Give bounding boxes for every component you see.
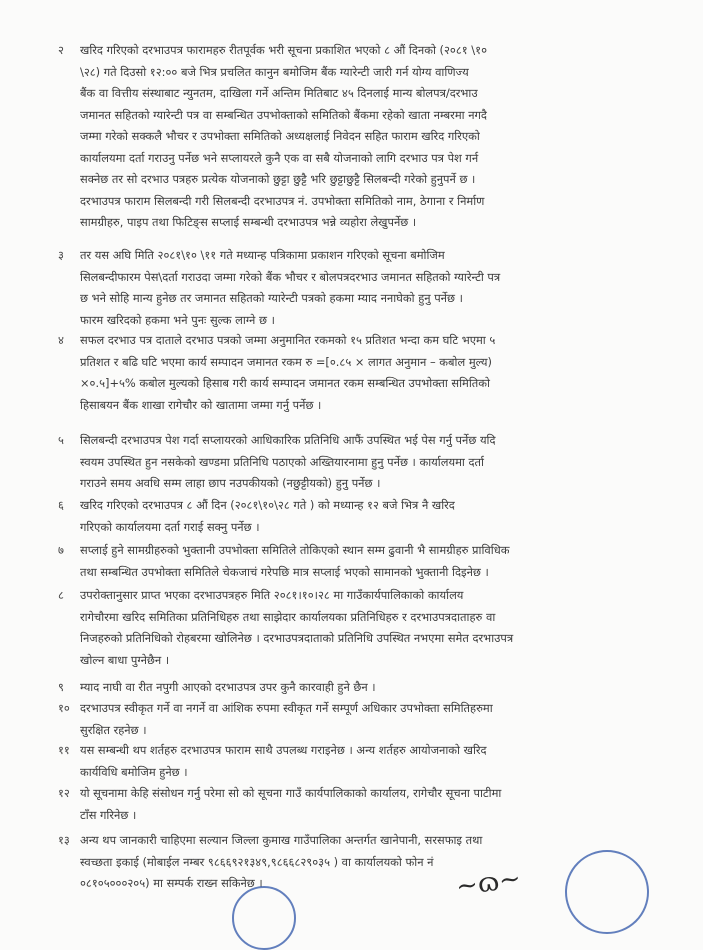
notice-clause	[58, 677, 670, 699]
notice-clause	[58, 740, 670, 783]
clause-line: दरभाउपत्र स्वीकृत गर्ने वा नगर्ने वा आंशिक रुपमा स्वीकृत गर्ने सम्पूर्ण अधिकार उपभोक्ता समितिहरुमा	[80, 701, 493, 715]
clause-line: सुरक्षित रहनेछ ।	[80, 722, 147, 737]
clause-line: सिलबन्दी दरभाउपत्र पेश गर्दा सप्लायरको आधिकारिक प्रतिनिधि आफैं उपस्थित भई पेस गर्नु पर्नेछ यदि	[80, 433, 496, 447]
clause-line: तथा सम्बन्धित उपभोक्ता समितिले चेकजाचं गरेपछि मात्र सप्लाई भएको सामानको भुक्तानी दिइनेछ ।	[80, 564, 489, 579]
office-stamp-left	[232, 886, 296, 950]
clause-line: यस सम्बन्धी थप शर्तहरु दरभाउपत्र फाराम साथै उपलब्ध गराइनेछ । अन्य शर्तहरु आयोजनाको खरिद	[80, 743, 487, 757]
clause-line: कार्यालयमा दर्ता गराउनु पर्नेछ भने सप्लायरले कुनै एक वा सबै योजनाको लागि दरभाउ पत्र पेश गर्न	[80, 150, 479, 165]
clause-line: स्वच्छता इकाई (मोबाईल नम्बर ९८६६९२१३४९,९८६६८२९०३५ ) वा कार्यालयको फोन नं	[80, 854, 434, 869]
notice-clause	[58, 245, 670, 331]
notice-clause	[58, 540, 670, 583]
clause-line: खरिद गरिएको दरभाउपत्र फारामहरु रीतपूर्वक भरी सूचना प्रकाशित भएको ८ औं दिनको (२०८१ \१०	[80, 43, 487, 57]
clause-line: जम्मा गरेको सक्कलै भौचर र उपभोक्ता समितिको अध्यक्षलाई निवेदन सहित फाराम खरिद गरिएको	[80, 129, 480, 143]
clause-line: सप्लाई हुने सामग्रीहरुको भुक्तानी उपभोक्ता समितिले तोकिएको स्थान सम्म ढुवानी भै सामग्रीहरु प्राविधिक	[80, 543, 510, 557]
notice-clause	[58, 430, 670, 495]
clause-number: १२	[58, 786, 70, 800]
clause-line: उपरोक्तानुसार प्राप्त भएका दरभाउपत्रहरु मिति २०८१।१०।२८ मा गाउँकार्यपालिकाको कार्यालय	[80, 588, 464, 602]
clause-line: सफल दरभाउ पत्र दाताले दरभाउ पत्रको जम्मा अनुमानित रकमको १५ प्रतिशत भन्दा कम घटि भएमा ५	[80, 333, 496, 347]
clause-number: १०	[58, 701, 70, 715]
clause-number: ८	[58, 588, 64, 602]
clause-line: बैंक वा वित्तीय संस्थाबाट न्युनतम, दाखिला गर्ने अन्तिम मितिबाट ४५ दिनलाई मान्य बोलपत्र/दरभाउ	[80, 86, 478, 100]
clause-line: प्रतिशत र बढि घटि भएमा कार्य सम्पादन जमानत रकम रु =[०.८५ × लागत अनुमान – कबोल मुल्य)	[80, 354, 492, 369]
clause-line: हिसाबयन बैंक शाखा रागेचौर को खातामा जम्मा गर्नु पर्नेछ ।	[80, 397, 322, 412]
clause-line: कार्यविधि बमोजिम हुनेछ ।	[80, 764, 188, 779]
clause-line: छ भने सोहि मान्य हुनेछ तर जमानत सहितको ग्यारेन्टी पत्रको हकमा म्याद ननाघेको हुनु पर्नेछ ।	[80, 291, 463, 305]
clause-line: अन्य थप जानकारी चाहिएमा सल्यान जिल्ला कुमाख गाउँपालिका अन्तर्गत खानेपानी, सरसफाइ तथा	[80, 833, 483, 847]
clause-line: गरिएको कार्यालयमा दर्ता गराई सक्नु पर्नेछ ।	[80, 519, 260, 534]
clause-line: सिलबन्दीफारम पेस\दर्ता गराउदा जम्मा गरेको बैंक भौचर र बोलपत्रदरभाउ जमानत सहितको ग्यारेन्टी पत्र	[80, 269, 501, 284]
clause-number: ५	[58, 433, 64, 447]
handwritten-signature: ~ɷ~	[454, 863, 523, 903]
clause-line: दरभाउपत्र फाराम सिलबन्दी गरी सिलबन्दी दरभाउपत्र नं. उपभोक्ता समितिको नाम, ठेगाना र निर्माण	[80, 193, 485, 208]
clause-line: \२८) गते दिउसो १२:०० बजे भित्र प्रचलित कानुन बमोजिम बैंक ग्यारेन्टी जारी गर्न योग्य वाणिज्य	[80, 64, 469, 79]
clause-line: सक्नेछ तर सो दरभाउ पत्रहरु प्रत्येक योजनाको छुट्टा छुट्टै भरि छुट्टाछुट्टै सिलबन्दी गरेको हुनुपर्ने छ ।	[80, 172, 476, 186]
clause-number: ३	[58, 248, 64, 262]
clause-line: खरिद गरिएको दरभाउपत्र ८ औं दिन (२०८१\१०\२८ गते ) को मध्यान्ह १२ बजे भित्र नै खरिद	[80, 498, 455, 512]
notice-clause	[58, 330, 670, 416]
office-stamp-right	[565, 850, 649, 934]
notice-clause	[58, 495, 670, 538]
clause-line: स्वयम उपस्थित हुन नसकेको खण्डमा प्रतिनिधि पठाएको अख्तियारनामा हुनु पर्नेछ । कार्यालयमा दर्ता	[80, 454, 484, 469]
clause-number: ९	[58, 680, 64, 694]
clause-line: ०८१०५०००२०५) मा सम्पर्क राख्न सकिनेछ ।	[80, 876, 263, 890]
clause-line: ×०.५]+५% कबोल मुल्यको हिसाब गरी कार्य सम्पादन जमानत रकम सम्बन्धित उपभोक्ता समितिको	[80, 376, 491, 390]
clause-number: २	[58, 43, 64, 57]
notice-clause	[58, 40, 670, 234]
clause-number: १३	[58, 833, 70, 847]
clause-number: ४	[58, 333, 64, 347]
clause-line: जमानत सहितको ग्यारेन्टी पत्र वा सम्बन्धित उपभोक्ताको समितिको बैंकमा रहेको खाता नम्बरमा नगदै	[80, 107, 487, 122]
clause-line: निजहरुको प्रतिनिधिको रोहबरमा खोलिनेछ । दरभाउपत्रदाताको प्रतिनिधि उपस्थित नभएमा समेत दरभाउपत्र	[80, 631, 514, 645]
clause-number: ११	[58, 743, 70, 757]
notice-clause	[58, 698, 670, 741]
notice-clause	[58, 585, 670, 671]
clause-line: खोल्न बाधा पुग्नेछैन ।	[80, 652, 170, 667]
clause-line: सामग्रीहरु, पाइप तथा फिटिङ्स सप्लाई सम्बन्धी दरभाउपत्र भन्ने व्यहोरा लेखुपर्नेछ ।	[80, 215, 417, 229]
clause-line: यो सूचनामा केहि संसोधन गर्नु परेमा सो को सूचना गाउँ कार्यपालिकाको कार्यालय, रागेचौर सूचना पाटीमा	[80, 786, 502, 800]
clause-line: तर यस अघि मिति २०८१\१० \११ गते मध्यान्ह पत्रिकामा प्रकाशन गरिएको सूचना बमोजिम	[80, 248, 445, 262]
notice-clause	[58, 783, 670, 826]
clause-line: टाँस गरिनेछ ।	[80, 807, 137, 822]
clause-number: ७	[58, 543, 64, 557]
clause-line: रागेचौरमा खरिद समितिका प्रतिनिधिहरु तथा साझेदार कार्यालयका प्रतिनिधिहरु र दरभाउपत्रदाताहरु वा	[80, 609, 496, 624]
clause-line: फारम खरिदको हकमा भने पुनः सुल्क लाग्ने छ ।	[80, 312, 275, 327]
clause-line: म्याद नाघी वा रीत नपुगी आएको दरभाउपत्र उपर कुनै कारवाही हुने छैन ।	[80, 680, 376, 694]
clause-number: ६	[58, 498, 64, 512]
clause-line: गराउने समय अवधि सम्म लाहा छाप नउपकीयको (नछुट्टीयको) हुनु पर्नेछ ।	[80, 476, 381, 490]
